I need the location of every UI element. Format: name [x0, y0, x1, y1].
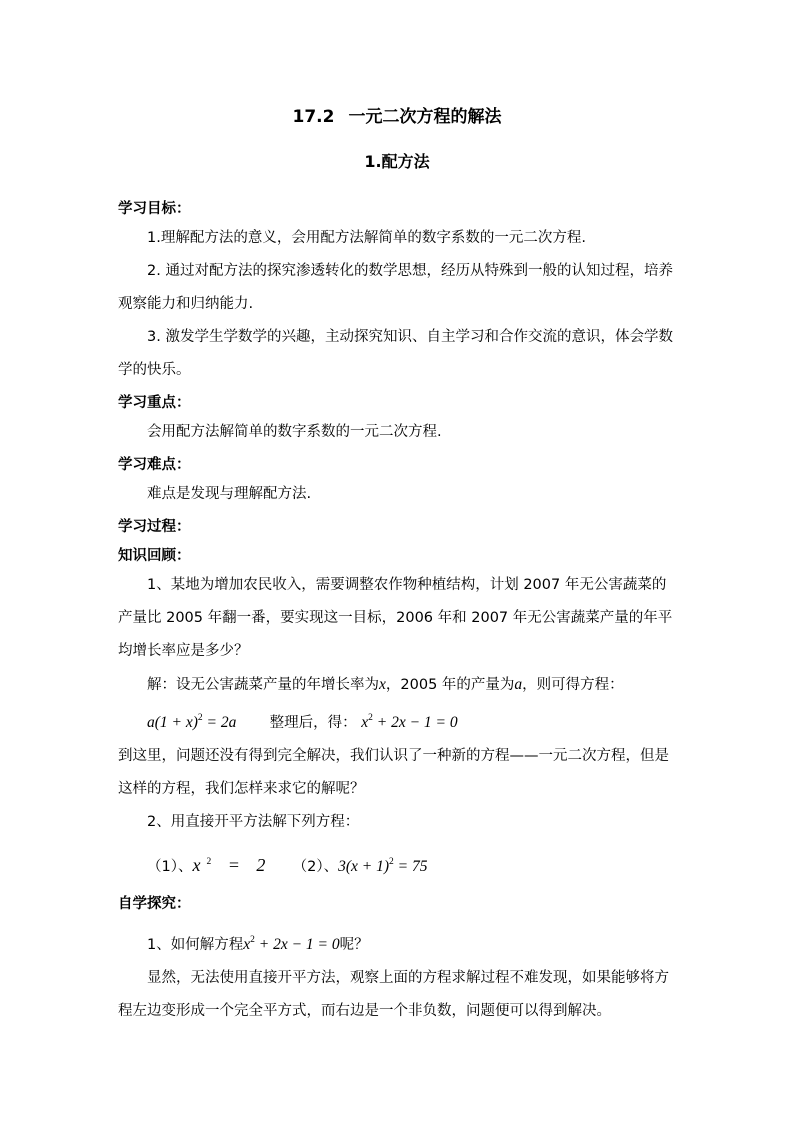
page-title	[118, 104, 676, 130]
page-subtitle: 1.配方法	[364, 152, 430, 171]
explore-question-1	[118, 924, 676, 962]
eq1-exponent: 2	[197, 713, 203, 723]
difficulty-heading: 学习难点：	[118, 457, 191, 473]
review-heading: 知识回顾：	[118, 548, 191, 564]
eq2-exponent: 2	[368, 713, 373, 723]
review-solution	[118, 668, 676, 702]
explore-eq-base: x	[243, 936, 251, 953]
var-a: a	[514, 676, 523, 693]
eq2-rest: + 2x − 1 = 0	[372, 714, 458, 731]
transition-text: 到这里，问题还没有得到完全解决，我们认识了一种新的方程——一元二次方程，但是这样的方程，我们怎样来求它的解呢？	[118, 748, 669, 797]
sub1-exponent: 2	[206, 857, 218, 867]
explore-q1-text: 1、如何解方程	[147, 937, 244, 953]
sub1-equation	[192, 855, 271, 875]
goal-item: 3. 激发学生学数学的兴趣，主动探究知识、自主学习和合作交流的意识，体会学数学的快乐。	[118, 329, 673, 378]
explore-text: 显然，无法使用直接开平方法，观察上面的方程求解过程不难发现，如果能够将方程左边变形成一个完全平方式，而右边是一个非负数，问题便可以得到解决。	[118, 970, 669, 1019]
title-number: 17.2	[292, 107, 335, 127]
explore-eq-rest: + 2x − 1 = 0	[254, 936, 340, 953]
sub2-pre: 3(x + 1)	[338, 858, 390, 875]
explore-q1-text: 呢？	[339, 937, 369, 953]
key-text: 会用配方法解简单的数字系数的一元二次方程.	[147, 424, 442, 440]
explore-eq-exponent: 2	[250, 935, 255, 945]
goal-item: 2. 通过对配方法的探究渗透转化的数学思想，经历从特殊到一般的认知过程，培养观察能力和归纳能力.	[118, 263, 673, 312]
solution-text: 解：设无公害蔬菜产量的年增长率为	[147, 677, 379, 693]
goals-heading: 学习目标：	[118, 201, 191, 217]
sub2-rest: = 75	[393, 858, 428, 875]
solution-text: ，则可得方程：	[522, 677, 624, 693]
eq1-left: a(1 + x)	[147, 714, 198, 731]
explore-heading: 自学探究：	[118, 896, 191, 912]
key-heading: 学习重点：	[118, 395, 191, 411]
solution-text: ，2005 年的产量为	[385, 677, 515, 693]
sub2-equation	[338, 858, 427, 875]
goal-item: 1.理解配方法的意义，会用配方法解简单的数字系数的一元二次方程.	[147, 230, 586, 246]
eq1-right: = 2a	[202, 714, 237, 731]
difficulty-text: 难点是发现与理解配方法.	[147, 486, 312, 502]
review-question-2: 2、用直接开平方法解下列方程：	[147, 814, 360, 830]
equation-1	[147, 714, 236, 731]
sub1-label: （1）、	[147, 859, 193, 875]
eq2-base: x	[361, 714, 369, 731]
sub2-exponent: 2	[389, 857, 394, 867]
sub1-base: x	[192, 855, 207, 875]
arranged-text: 整理后，得：	[269, 715, 357, 731]
title-text: 一元二次方程的解法	[348, 107, 502, 127]
sub1-rest: = 2	[217, 855, 272, 875]
review-question-1: 1、某地为增加农民收入，需要调整农作物种植结构，计划 2007 年无公害蔬菜的产量比 2005 年翻一番，要实现这一目标，2006 年和 2007 年无公害蔬菜产量的年平均增长率应是多少？	[118, 577, 673, 659]
var-x: x	[379, 676, 386, 693]
equation-2	[361, 714, 457, 731]
sub2-label: （2）、	[292, 859, 339, 875]
process-heading: 学习过程：	[118, 519, 191, 535]
equation-line	[118, 702, 676, 740]
explore-equation	[243, 936, 339, 953]
subquestions-line	[118, 846, 676, 884]
